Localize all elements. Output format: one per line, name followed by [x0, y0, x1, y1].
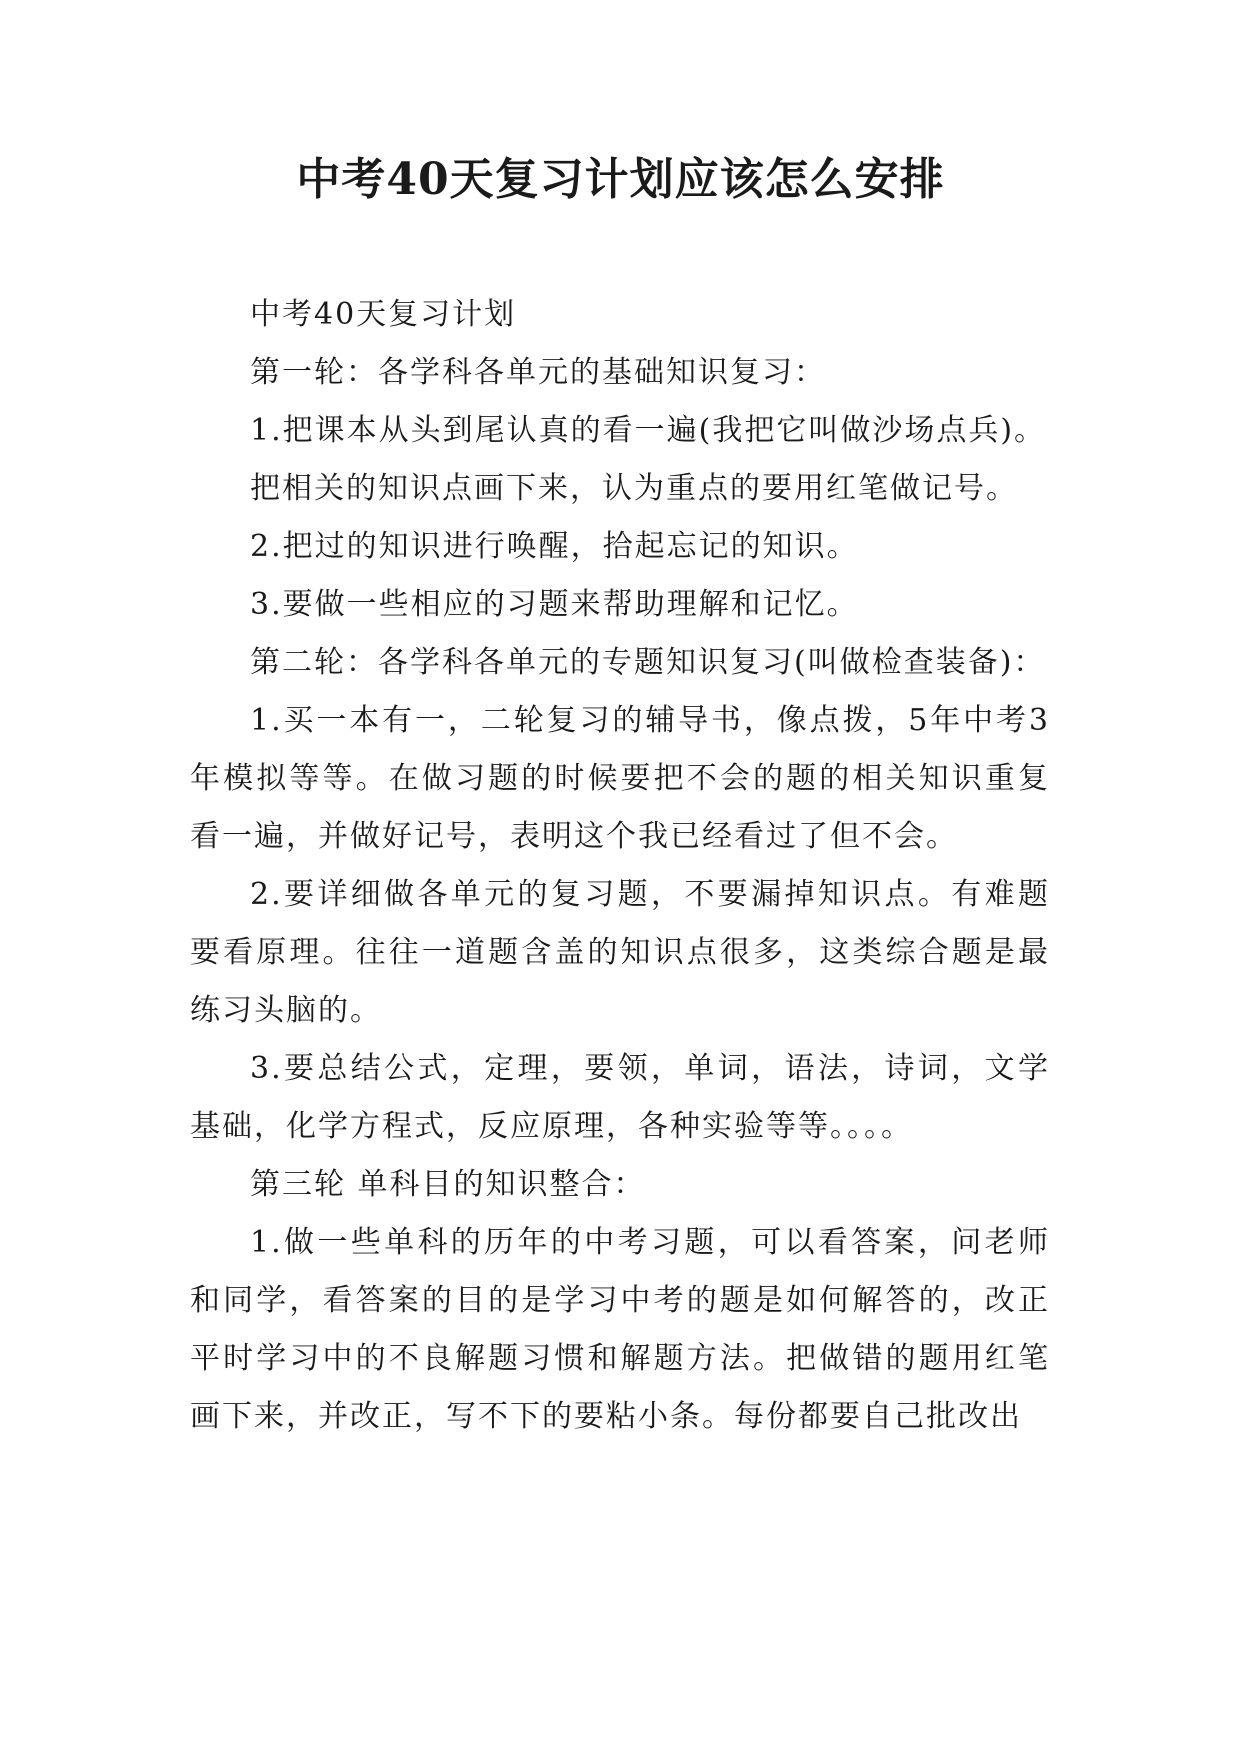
paragraph: 3.要做一些相应的习题来帮助理解和记忆。 — [250, 587, 859, 622]
paragraph: 1.把课本从头到尾认真的看一遍(我把它叫做沙场点兵)。 — [250, 413, 1047, 448]
paragraph: 1.做一些单科的历年的中考习题，可以看答案，问老师和同学，看答案的目的是学习中考的题是如何解答的，改正平时学习中的不良解题习惯和解题方法。把做错的题用红笔画下来，并改正，写不下的要粘小条。每份都要自己批改出 — [190, 1225, 1050, 1434]
paragraph: 3.要总结公式，定理，要领，单词，语法，诗词，文学基础，化学方程式，反应原理，各种实验等等。。。。 — [190, 1051, 1050, 1144]
paragraph: 第一轮：各学科各单元的基础知识复习： — [250, 355, 826, 390]
paragraph: 中考40天复习计划 — [250, 297, 517, 332]
document-body — [190, 286, 1050, 1446]
paragraph: 把相关的知识点画下来，认为重点的要用红笔做记号。 — [250, 471, 1018, 506]
paragraph: 2.要详细做各单元的复习题，不要漏掉知识点。有难题要看原理。往往一道题含盖的知识点很多，这类综合题是最练习头脑的。 — [190, 877, 1050, 1028]
paragraph: 2.把过的知识进行唤醒，拾起忘记的知识。 — [250, 529, 859, 564]
paragraph: 第三轮 单科目的知识整合： — [250, 1167, 646, 1202]
document-title: 中考40天复习计划应该怎么安排 — [296, 154, 945, 205]
paragraph: 1.买一本有一，二轮复习的辅导书，像点拨，5年中考3年模拟等等。在做习题的时候要把不会的题的相关知识重复看一遍，并做好记号，表明这个我已经看过了但不会。 — [190, 703, 1050, 854]
paragraph: 第二轮：各学科各单元的专题知识复习(叫做检查装备)： — [250, 645, 1046, 680]
